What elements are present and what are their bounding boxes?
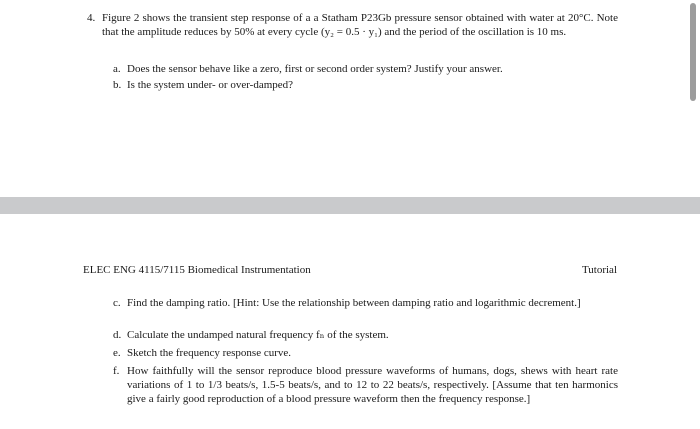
- scrollbar-thumb[interactable]: [690, 3, 696, 101]
- item-label: f.: [113, 365, 120, 377]
- question-item-d: [113, 328, 618, 342]
- page-separator: [0, 197, 700, 214]
- item-label: d.: [113, 329, 122, 341]
- item-label: e.: [113, 347, 121, 359]
- question-item-a: [113, 62, 607, 76]
- question-item-e: [113, 346, 618, 360]
- question-item-f: [113, 364, 618, 406]
- item-text: Calculate the undamped natural frequency fₙ of the system.: [127, 329, 389, 341]
- document-type: Tutorial: [581, 264, 617, 276]
- question-text: Figure 2 shows the transient step response of a a Statham P23Gb pressure sensor obtained with water at 20°C. Note that the amplitude reduces by 50% at every cycle (y₂ = 0.5 · y₁) and the period of the oscillation is 10 ms.: [102, 12, 618, 38]
- question-item-b: [113, 78, 607, 92]
- item-label: b.: [113, 79, 122, 91]
- question-number: 4.: [87, 12, 96, 24]
- item-text: Does the sensor behave like a zero, first or second order system? Justify your answer.: [127, 63, 503, 75]
- item-label: a.: [113, 63, 121, 75]
- item-text: Sketch the frequency response curve.: [127, 347, 292, 359]
- item-text: Is the system under- or over-damped?: [127, 79, 294, 91]
- item-text: How faithfully will the sensor reproduce blood pressure waveforms of humans, dogs, shews with heart rate variations of 1 to 1/3 beats/s, 1.5-5 beats/s, and to 12 to 22 beats/s, respectively. [Assume that ten harmonics give a fairly good reproduction of a blood pressure waveform then the frequency response.]: [127, 365, 618, 405]
- item-label: c.: [113, 297, 121, 309]
- course-title: ELEC ENG 4115/7115 Biomedical Instrumentation: [83, 264, 311, 276]
- question-item-c: [113, 296, 618, 310]
- item-text: Find the damping ratio. [Hint: Use the relationship between damping ratio and logarithmic decrement.]: [127, 297, 581, 309]
